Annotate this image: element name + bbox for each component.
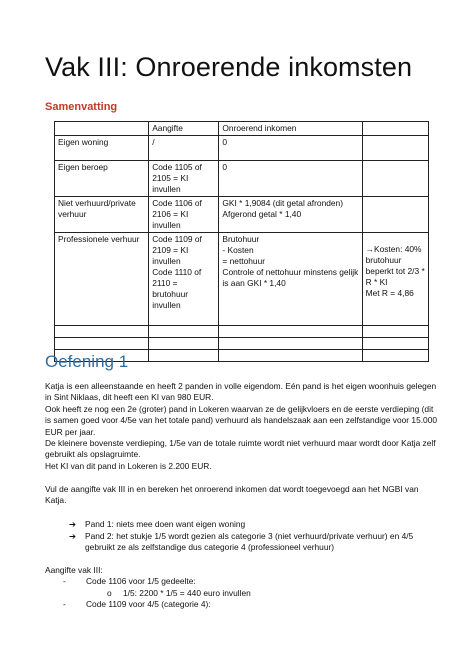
table-cell [362,233,428,326]
table-header-cell: Aangifte [149,122,219,136]
table-cell [362,136,428,161]
table-cell [362,338,428,350]
summary-table [54,121,429,362]
table-cell [149,350,219,362]
table-header-cell [362,122,428,136]
table-cell: / [149,136,219,161]
page-title: Vak III: Onroerende inkomsten [45,52,413,82]
table-cell [149,326,219,338]
table-cell: Code 1106 of 2106 = KI invullen [149,197,219,233]
instruction-paragraph: Vul de aangifte vak III in en bereken het onroerend inkomen dat wordt toegevoegd aan het NGBI van Katja. [45,484,419,506]
right-arrow-icon: ➔ [69,519,77,529]
table-row [55,338,429,350]
table-row [55,326,429,338]
table-cell [55,338,149,350]
table-header-cell: Onroerend inkomen [219,122,362,136]
list-item-text: Code 1109 voor 4/5 (categorie 4): [86,599,211,609]
table-header-cell [55,122,149,136]
table-row [55,197,429,233]
paragraph: Ook heeft ze nog een 2e (groter) pand in Lokeren waarvan ze de gelijkvloers en de eerste verdieping (dit is samen goed voor 4/5e van het totale pand) verhuurd als handelszaak aan een zelfstandige voor 15.000 EUR per jaar. [45,404,438,437]
paragraph: Het KI van dit pand in Lokeren is 2.200 EUR. [45,461,212,471]
aangifte-label: Aangifte vak III: [45,565,103,575]
list-item-text: Pand 2: het stukje 1/5 wordt gezien als categorie 3 (niet verhuurd/private verhuur) en 4/5 gebruikt ze als zelfstandige dus categorie 4 (professioneel verhuur) [85,531,414,553]
paragraph: Katja is een alleenstaande en heeft 2 panden in volle eigendom. Eén pand is het eigen woonhuis gelegen in Sint Niklaas, dit heeft een KI van 980 EUR. [45,381,437,403]
table-cell [219,326,362,338]
table-cell ml: GKI * 1,9084 (dit getal afronden) Afgerond getal * 1,40 [219,197,362,233]
table-cell [362,350,428,362]
table-row [55,233,429,326]
table-cell-note: →Kosten: 40% brutohuur beperkt tot 2/3 * R * KI Met R = 4,86 [365,244,425,298]
table-cell [55,326,149,338]
table-cell [219,338,362,350]
table-cell [362,326,428,338]
table-cell: 0 [219,161,362,197]
table-header-row [55,122,429,136]
list-item-text: Pand 1: niets mee doen want eigen woning [85,519,246,529]
exercise-heading: Oefening 1 [45,352,129,371]
table-cell [219,350,362,362]
list-item-text: 1/5: 2200 * 1/5 = 440 euro invullen [123,588,251,598]
paragraph: De kleinere bovenste verdieping, 1/5e van de totale ruimte wordt niet verhuurd maar wordt door Katja zelf gebruikt als opslagruimte. [45,438,436,460]
table-cell: Brutohuur - Kosten = nettohuur Controle of nettohuur minstens gelijk is aan GKI * 1,40 [219,233,362,326]
circle-bullet: o [107,588,112,598]
summary-heading: Samenvatting [45,101,118,113]
table-cell [362,197,428,233]
table-cell [362,161,428,197]
table-cell: Niet verhuurd/private verhuur [55,197,149,233]
right-arrow-icon: ➔ [69,531,77,541]
dash-bullet: - [63,599,66,609]
table-row [55,136,429,161]
list-item-text: Code 1106 voor 1/5 gedeelte: [86,576,196,586]
table-cell: 0 [219,136,362,161]
table-cell [149,338,219,350]
table-cell: Professionele verhuur [55,233,149,326]
table-cell: Eigen woning [55,136,149,161]
table-cell: Eigen beroep [55,161,149,197]
table-row [55,161,429,197]
table-cell: Code 1109 of 2109 = KI invullen Code 1110 of 2110 = brutohuur invullen [149,233,219,326]
table-cell: Code 1105 of 2105 = KI invullen [149,161,219,197]
dash-bullet: - [63,576,66,586]
